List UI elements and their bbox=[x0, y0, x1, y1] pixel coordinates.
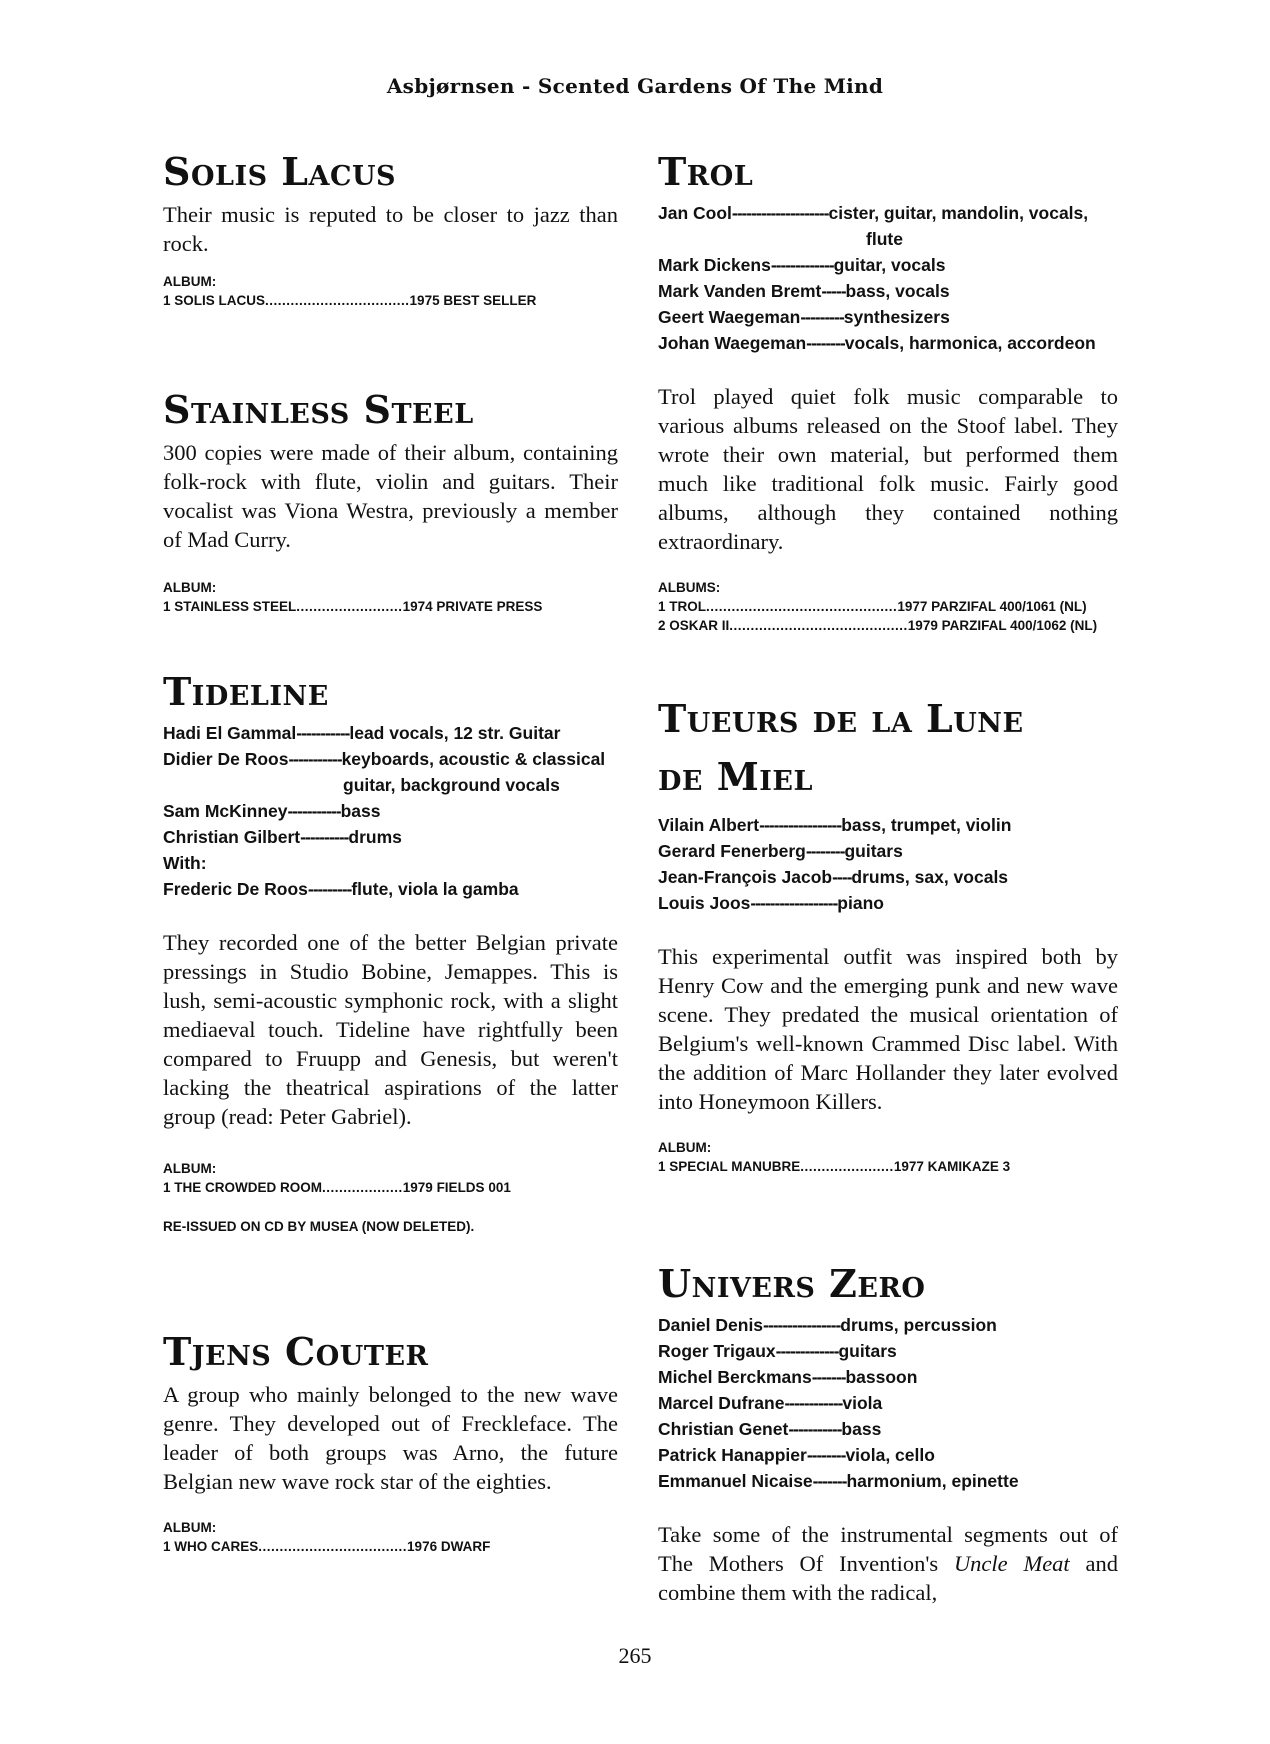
album-label: ALBUM: bbox=[658, 1140, 712, 1155]
leader-dashes: ----------- bbox=[788, 1419, 842, 1439]
member-role: keyboards, acoustic & classical bbox=[341, 749, 606, 769]
entry-title-line: de Miel bbox=[658, 754, 813, 799]
member-name: Frederic De Roos bbox=[163, 879, 308, 899]
entry-title: Tjens Couter bbox=[163, 1329, 429, 1374]
lineup-row bbox=[658, 1390, 1118, 1416]
entry-text: A group who mainly belonged to the new wave genre. They developed out of Freckleface. The leader of both groups was Arno, the future Belgian new wave rock star of the eighties. bbox=[163, 1382, 618, 1494]
member-name: Didier De Roos bbox=[163, 749, 289, 769]
member-name: Marcel Dufrane bbox=[658, 1393, 785, 1413]
album-title-italic: Uncle Meat bbox=[953, 1551, 1070, 1576]
leader-dashes: ------------- bbox=[775, 1341, 839, 1361]
lineup-row bbox=[658, 1312, 1118, 1338]
member-role: lead vocals, 12 str. Guitar bbox=[349, 723, 561, 743]
leader-dashes: ------- bbox=[812, 1471, 847, 1491]
leader-dashes: ----------- bbox=[296, 723, 350, 743]
entry-trol bbox=[658, 150, 1118, 635]
leader-dashes: ---------------- bbox=[763, 1315, 841, 1335]
leader-dashes: ---- bbox=[832, 867, 852, 887]
entry-solis-lacus bbox=[163, 150, 618, 310]
leader-dots: ......................... bbox=[296, 599, 403, 614]
leader-dashes: ------------ bbox=[784, 1393, 843, 1413]
entry-title: Trol bbox=[658, 149, 754, 194]
member-role: guitar, vocals bbox=[833, 255, 946, 275]
leader-dashes: -------- bbox=[806, 333, 845, 353]
member-role: synthesizers bbox=[843, 307, 950, 327]
entry-tjens-couter bbox=[163, 1330, 618, 1556]
album-label: ALBUM: bbox=[163, 1161, 217, 1176]
member-role: drums, percussion bbox=[840, 1315, 997, 1335]
entry-title-line: Tueurs de la Lune bbox=[658, 696, 1024, 741]
lineup bbox=[658, 812, 1118, 916]
member-name: Louis Joos bbox=[658, 893, 751, 913]
leader-dashes: ---------- bbox=[300, 827, 349, 847]
album-row bbox=[163, 1178, 618, 1197]
entry-text: This experimental outfit was inspired both by Henry Cow and the emerging punk and new wave scene. They predated the musical orientation of Belgium's well-known Crammed Disc label. With the addition of Marc Hollander they later evolved into Honeymoon Killers. bbox=[658, 944, 1118, 1114]
member-name: Mark Vanden Bremt bbox=[658, 281, 822, 301]
lineup-row bbox=[163, 746, 618, 772]
member-name: Patrick Hanappier bbox=[658, 1445, 807, 1465]
leader-dots: .................................. bbox=[265, 293, 410, 308]
lineup-row bbox=[163, 720, 618, 746]
member-role: guitars bbox=[844, 841, 903, 861]
member-role: piano bbox=[837, 893, 884, 913]
album-title: 1 THE CROWDED ROOM bbox=[163, 1180, 323, 1195]
text-run: and combine them with the radical, bbox=[658, 1551, 1118, 1605]
member-role: bass bbox=[340, 801, 381, 821]
lineup bbox=[163, 720, 618, 902]
leader-dashes: -------- bbox=[806, 1445, 846, 1465]
album-title: 1 WHO CARES bbox=[163, 1539, 259, 1554]
lineup-row bbox=[163, 798, 618, 824]
lineup bbox=[658, 1312, 1118, 1494]
member-role: flute, viola la gamba bbox=[351, 879, 519, 899]
member-role: cister, guitar, mandolin, vocals, bbox=[828, 203, 1089, 223]
entry-text: They recorded one of the better Belgian private pressings in Studio Bobine, Jemappes. This is lush, semi-acoustic symphonic rock, with a slight mediaeval touch. Tideline have rightfully been compared to Fruupp and Genesis, but weren't lacking the theatrical aspirations of the latter group (read: Peter Gabriel). bbox=[163, 930, 618, 1129]
entry-title: Tideline bbox=[163, 669, 329, 714]
role-continuation: flute bbox=[866, 229, 903, 249]
album-row bbox=[163, 597, 618, 616]
leader-dots: ...................... bbox=[800, 1159, 894, 1174]
member-role: harmonium, epinette bbox=[846, 1471, 1019, 1491]
with-label: With: bbox=[163, 853, 207, 873]
leader-dashes: ------------- bbox=[770, 255, 834, 275]
leader-dashes: ----------- bbox=[288, 749, 342, 769]
album-title: 1 TROL bbox=[658, 599, 707, 614]
leader-dashes: ----------- bbox=[287, 801, 341, 821]
entry-title bbox=[658, 690, 1118, 806]
entry-text: Trol played quiet folk music comparable to various albums released on the Stoof label. They wrote their own material, but performed them much like traditional folk music. Fairly good albums, although they contained nothing extraordinary. bbox=[658, 384, 1118, 554]
member-name: Geert Waegeman bbox=[658, 307, 801, 327]
leader-dashes: ------------------ bbox=[750, 893, 838, 913]
album-title: 1 SPECIAL MANUBRE bbox=[658, 1159, 801, 1174]
album-list bbox=[163, 272, 618, 310]
member-role: bass, trumpet, violin bbox=[841, 815, 1012, 835]
album-title: 1 STAINLESS STEEL bbox=[163, 599, 297, 614]
member-name: Hadi El Gammal bbox=[163, 723, 297, 743]
album-list bbox=[658, 578, 1118, 635]
album-row bbox=[658, 1157, 1118, 1176]
member-name: Jan Cool bbox=[658, 203, 732, 223]
lineup-row bbox=[163, 876, 618, 902]
member-role: drums, sax, vocals bbox=[851, 867, 1009, 887]
member-role: bass, vocals bbox=[845, 281, 950, 301]
entry-univers-zero bbox=[658, 1262, 1118, 1607]
member-role: bass bbox=[841, 1419, 882, 1439]
album-label: ALBUMS: bbox=[658, 580, 721, 595]
text-run: Take some of the instrumental segments out of The Mothers Of Invention's bbox=[658, 1522, 1118, 1576]
role-continuation: guitar, background vocals bbox=[343, 775, 560, 795]
entry-tideline bbox=[163, 670, 618, 1234]
album-title: 1 SOLIS LACUS bbox=[163, 293, 266, 308]
member-role: vocals, harmonica, accordeon bbox=[844, 333, 1096, 353]
lineup-row bbox=[658, 890, 1118, 916]
member-name: Christian Gilbert bbox=[163, 827, 301, 847]
member-name: Christian Genet bbox=[658, 1419, 789, 1439]
member-name: Roger Trigaux bbox=[658, 1341, 776, 1361]
entry-title: Univers Zero bbox=[658, 1261, 926, 1306]
album-title: 2 OSKAR II bbox=[658, 618, 730, 633]
member-name: Jean-François Jacob bbox=[658, 867, 833, 887]
lineup bbox=[658, 200, 1118, 356]
entry-text: 300 copies were made of their album, containing folk-rock with flute, violin and guitars. Their vocalist was Viona Westra, previously a member of Mad Curry. bbox=[163, 440, 618, 552]
album-info: 1975 BEST SELLER bbox=[409, 293, 537, 308]
leader-dots: ............................................. bbox=[706, 599, 898, 614]
leader-dashes: -------------------- bbox=[731, 203, 829, 223]
leader-dots: ................... bbox=[322, 1180, 403, 1195]
album-info: 1976 DWARF bbox=[407, 1539, 491, 1554]
lineup-row bbox=[658, 252, 1118, 278]
album-info: 1974 PRIVATE PRESS bbox=[402, 599, 543, 614]
album-info: 1977 KAMIKAZE 3 bbox=[893, 1159, 1011, 1174]
member-name: Mark Dickens bbox=[658, 255, 771, 275]
lineup-row bbox=[658, 1338, 1118, 1364]
entry-stainless-steel bbox=[163, 388, 618, 616]
album-list bbox=[163, 578, 618, 616]
member-name: Vilain Albert bbox=[658, 815, 760, 835]
album-label: ALBUM: bbox=[163, 1520, 217, 1535]
running-header: Asbjørnsen - Scented Gardens Of The Mind bbox=[386, 74, 884, 98]
member-role: viola, cello bbox=[845, 1445, 935, 1465]
entry-title: Solis Lacus bbox=[163, 149, 397, 194]
member-role: viola bbox=[842, 1393, 883, 1413]
album-info: 1977 PARZIFAL 400/1061 (NL) bbox=[897, 599, 1087, 614]
lineup-row bbox=[658, 1468, 1118, 1494]
album-info: 1979 PARZIFAL 400/1062 (NL) bbox=[907, 618, 1098, 633]
leader-dots: .......................................... bbox=[729, 618, 908, 633]
lineup-row bbox=[658, 812, 1118, 838]
album-info: 1979 FIELDS 001 bbox=[402, 1180, 511, 1195]
member-name: Sam McKinney bbox=[163, 801, 288, 821]
member-role: bassoon bbox=[845, 1367, 918, 1387]
lineup-row bbox=[658, 304, 1118, 330]
leader-dashes: --------- bbox=[307, 879, 352, 899]
lineup-row bbox=[658, 278, 1118, 304]
member-name: Daniel Denis bbox=[658, 1315, 764, 1335]
leader-dashes: ------- bbox=[811, 1367, 846, 1387]
member-name: Gerard Fenerberg bbox=[658, 841, 806, 861]
lineup-row bbox=[658, 1416, 1118, 1442]
member-name: Emmanuel Nicaise bbox=[658, 1471, 813, 1491]
entry-text bbox=[658, 1520, 1118, 1607]
lineup-row bbox=[658, 838, 1118, 864]
entry-text: Their music is reputed to be closer to jazz than rock. bbox=[163, 202, 618, 256]
album-list bbox=[163, 1518, 618, 1556]
leader-dots: ................................... bbox=[258, 1539, 408, 1554]
leader-dashes: ----- bbox=[821, 281, 846, 301]
member-name: Johan Waegeman bbox=[658, 333, 807, 353]
leader-dashes: -------- bbox=[805, 841, 845, 861]
lineup-row bbox=[163, 824, 618, 850]
album-list bbox=[658, 1138, 1118, 1176]
reissue-note: RE-ISSUED ON CD BY MUSEA (NOW DELETED). bbox=[163, 1219, 475, 1234]
album-row bbox=[163, 1537, 618, 1556]
lineup-row bbox=[658, 1442, 1118, 1468]
page-number: 265 bbox=[618, 1643, 652, 1668]
entry-title: Stainless Steel bbox=[163, 387, 474, 432]
leader-dashes: --------- bbox=[800, 307, 844, 327]
lineup-row bbox=[658, 864, 1118, 890]
member-role: guitars bbox=[838, 1341, 897, 1361]
member-role: drums bbox=[348, 827, 402, 847]
album-list bbox=[163, 1159, 618, 1197]
album-row bbox=[658, 616, 1118, 635]
member-name: Michel Berckmans bbox=[658, 1367, 812, 1387]
album-row bbox=[658, 597, 1118, 616]
album-row bbox=[163, 291, 618, 310]
album-label: ALBUM: bbox=[163, 274, 217, 289]
lineup-row bbox=[658, 330, 1118, 356]
lineup-row bbox=[658, 200, 1118, 226]
lineup-row bbox=[658, 1364, 1118, 1390]
album-label: ALBUM: bbox=[163, 580, 217, 595]
entry-tueurs-de-la-lune-de-miel bbox=[658, 690, 1118, 1176]
leader-dashes: ----------------- bbox=[759, 815, 842, 835]
